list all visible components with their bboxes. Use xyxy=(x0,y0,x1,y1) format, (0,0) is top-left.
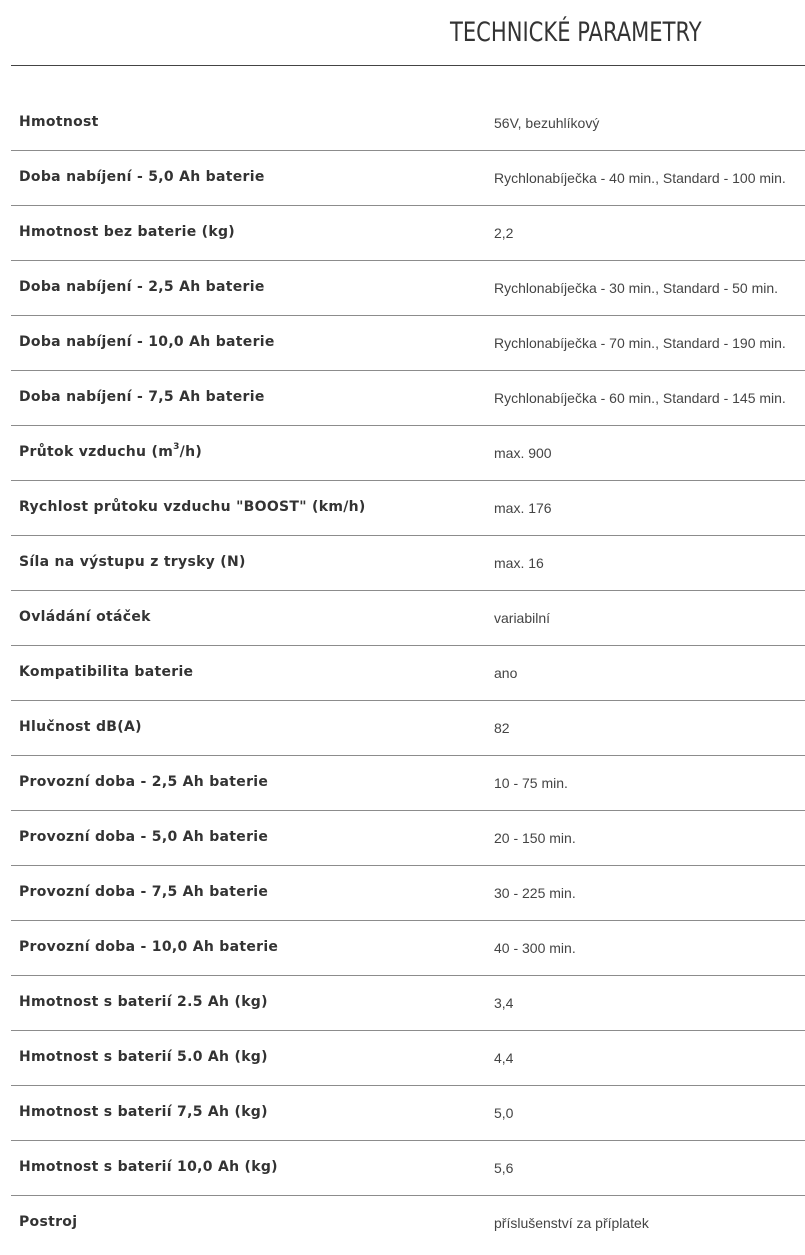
spec-value: 20 - 150 min. xyxy=(494,830,576,846)
spec-label xyxy=(19,444,202,460)
spec-label-superscript: 3 xyxy=(173,442,180,452)
table-row xyxy=(11,1086,805,1141)
spec-label: Doba nabíjení - 10,0 Ah baterie xyxy=(19,334,275,350)
table-row xyxy=(11,261,805,316)
table-row xyxy=(11,206,805,261)
spec-value: 82 xyxy=(494,720,510,736)
table-row xyxy=(11,536,805,591)
spec-value: příslušenství za příplatek xyxy=(494,1215,649,1231)
spec-label: Provozní doba - 10,0 Ah baterie xyxy=(19,939,279,955)
header xyxy=(0,0,805,66)
spec-value: Rychlonabíječka - 40 min., Standard - 100 min. xyxy=(494,170,786,186)
table-row xyxy=(11,1141,805,1196)
table-row xyxy=(11,371,805,426)
table-row xyxy=(11,1031,805,1086)
title-divider xyxy=(11,65,805,66)
spec-label-suffix: /h) xyxy=(179,444,203,460)
spec-value: 4,4 xyxy=(494,1050,514,1066)
table-row xyxy=(11,866,805,921)
spec-value: Rychlonabíječka - 60 min., Standard - 145 min. xyxy=(494,390,786,406)
spec-table xyxy=(11,96,805,1250)
table-row xyxy=(11,151,805,206)
spec-label: Hmotnost s baterií 7,5 Ah (kg) xyxy=(19,1104,268,1120)
spec-label: Doba nabíjení - 7,5 Ah baterie xyxy=(19,389,265,405)
table-row xyxy=(11,976,805,1031)
page-title: TECHNICKÉ PARAMETRY xyxy=(450,17,702,48)
spec-value: Rychlonabíječka - 70 min., Standard - 190 min. xyxy=(494,335,786,351)
spec-label: Hmotnost s baterií 5.0 Ah (kg) xyxy=(19,1049,268,1065)
table-row xyxy=(11,591,805,646)
spec-label: Kompatibilita baterie xyxy=(19,664,194,680)
spec-value: 3,4 xyxy=(494,995,514,1011)
spec-label: Hmotnost xyxy=(19,114,99,130)
table-row xyxy=(11,1196,805,1250)
spec-label-prefix: Průtok vzduchu (m xyxy=(19,444,174,460)
spec-label: Provozní doba - 2,5 Ah baterie xyxy=(19,774,269,790)
spec-label: Postroj xyxy=(19,1214,78,1230)
spec-value: Rychlonabíječka - 30 min., Standard - 50 min. xyxy=(494,280,779,296)
spec-value: 56V, bezuhlíkový xyxy=(494,115,600,131)
table-row xyxy=(11,316,805,371)
spec-value: max. 900 xyxy=(494,445,552,461)
spec-label: Hmotnost s baterií 2.5 Ah (kg) xyxy=(19,994,268,1010)
spec-value: max. 16 xyxy=(494,555,544,571)
table-row xyxy=(11,756,805,811)
spec-value: max. 176 xyxy=(494,500,552,516)
spec-label: Hmotnost bez baterie (kg) xyxy=(19,224,235,240)
spec-label: Hmotnost s baterií 10,0 Ah (kg) xyxy=(19,1159,278,1175)
table-row xyxy=(11,96,805,151)
spec-label: Hlučnost dB(A) xyxy=(19,719,142,735)
spec-value: variabilní xyxy=(494,610,551,626)
table-row xyxy=(11,481,805,536)
spec-value: 5,6 xyxy=(494,1160,514,1176)
spec-value: 40 - 300 min. xyxy=(494,940,576,956)
spec-label: Provozní doba - 5,0 Ah baterie xyxy=(19,829,269,845)
spec-label: Doba nabíjení - 5,0 Ah baterie xyxy=(19,169,265,185)
spec-label: Síla na výstupu z trysky (N) xyxy=(19,554,246,570)
table-row xyxy=(11,701,805,756)
spec-value: 2,2 xyxy=(494,225,514,241)
spec-value: ano xyxy=(494,665,518,681)
spec-label: Doba nabíjení - 2,5 Ah baterie xyxy=(19,279,265,295)
table-row xyxy=(11,921,805,976)
table-row xyxy=(11,646,805,701)
table-row xyxy=(11,811,805,866)
spec-value: 5,0 xyxy=(494,1105,514,1121)
table-row xyxy=(11,426,805,481)
spec-value: 10 - 75 min. xyxy=(494,775,568,791)
spec-label: Ovládání otáček xyxy=(19,609,151,625)
spec-label: Rychlost průtoku vzduchu "BOOST" (km/h) xyxy=(19,499,366,515)
spec-label: Provozní doba - 7,5 Ah baterie xyxy=(19,884,269,900)
spec-value: 30 - 225 min. xyxy=(494,885,576,901)
